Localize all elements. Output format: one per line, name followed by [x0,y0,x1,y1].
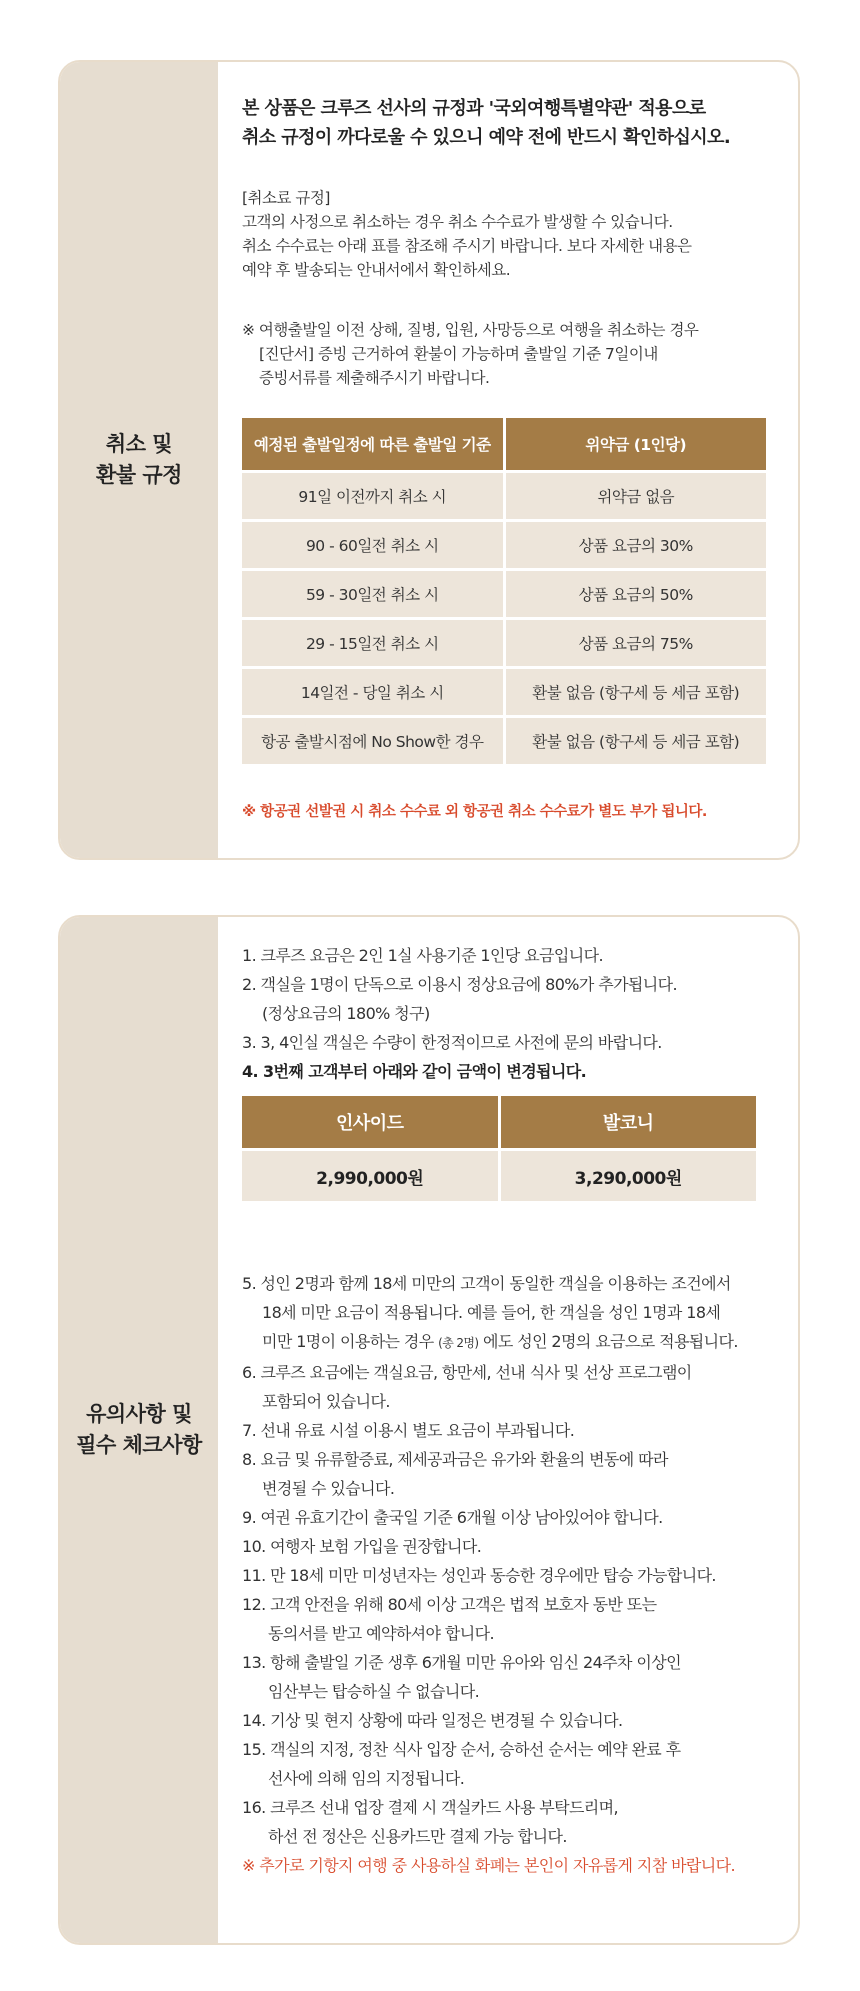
table-cell: 29 - 15일전 취소 시 [242,620,503,666]
special-line: [진단서] 증빙 근거하여 환불이 가능하며 출발일 기준 7일이내 [259,345,658,363]
table-cell: 상품 요금의 50% [506,571,767,617]
section-content [242,917,772,1943]
list-item-continuation [242,1327,772,1358]
currency-note: ※ 추가로 기항지 여행 중 사용하실 화폐는 본인이 자유롭게 지참 바랍니다. [242,1856,735,1875]
table-cell: 14일전 - 당일 취소 시 [242,669,503,715]
section-title: 유의사항 및 필수 체크사항 [76,1402,202,1457]
list-text: 에도 성인 2명의 요금으로 적용됩니다. [483,1332,738,1351]
special-line: ※ 여행출발일 이전 상해, 질병, 입원, 사망등으로 여행을 취소하는 경우 [242,321,699,339]
notice-list-bottom [242,1269,772,1880]
table-header-row [242,418,766,470]
table-cell: 2,990,000원 [242,1151,498,1201]
section-side-panel [60,62,218,858]
list-item-continuation: 임산부는 탑승하실 수 없습니다. [268,1682,480,1701]
table-cell: 91일 이전까지 취소 시 [242,473,503,519]
fee-line: 예약 후 발송되는 안내서에서 확인하세요. [242,261,511,279]
list-item: 1. 크루즈 요금은 2인 1실 사용기준 1인당 요금입니다. [242,946,603,965]
cancellation-policy-section [58,60,800,860]
table-header: 예정된 출발일정에 따른 출발일 기준 [242,418,503,470]
list-item-continuation: 하선 전 정산은 신용카드만 결제 가능 합니다. [268,1827,567,1846]
list-item-continuation: 18세 미만 요금이 적용됩니다. 예를 들어, 한 객실을 성인 1명과 18세 [262,1303,721,1322]
fee-heading: [취소료 규정] [242,189,330,207]
list-item: 3. 3, 4인실 객실은 수량이 한정적이므로 사전에 문의 바랍니다. [242,1033,662,1052]
table-cell: 환불 없음 (항구세 등 세금 포함) [506,718,767,764]
headline-line: 본 상품은 크루즈 선사의 규정과 '국외여행특별약관' 적용으로 [242,98,706,119]
list-item: 9. 여권 유효기간이 출국일 기준 6개월 이상 남아있어야 합니다. [242,1508,663,1527]
list-item: 2. 객실을 1명이 단독으로 이용시 정상요금에 80%가 추가됩니다. [242,975,677,994]
notices-checklist-section [58,915,800,1945]
table-row [242,620,766,666]
price-table [242,1093,762,1204]
list-item: 4. 3번째 고객부터 아래와 같이 금액이 변경됩니다. [242,1062,587,1081]
table-row [242,1151,756,1201]
headline [242,94,772,152]
table-row [242,522,766,568]
fee-line: 고객의 사정으로 취소하는 경우 취소 수수료가 발생할 수 있습니다. [242,213,673,231]
table-row [242,473,766,519]
table-header: 발코니 [501,1096,757,1148]
count-note: (총 2명) [438,1336,479,1350]
special-line: 증빙서류를 제출해주시기 바랍니다. [259,369,490,387]
table-cell: 90 - 60일전 취소 시 [242,522,503,568]
notice-list-top [242,941,772,1086]
table-cell: 항공 출발시점에 No Show한 경우 [242,718,503,764]
table-cell: 59 - 30일전 취소 시 [242,571,503,617]
list-item: 8. 요금 및 유류할증료, 제세공과금은 유가와 환율의 변동에 따라 [242,1450,668,1469]
list-item-continuation: 변경될 수 있습니다. [262,1479,395,1498]
cancellation-fee-table [242,415,772,767]
list-item-continuation: (정상요금의 180% 청구) [262,1004,430,1023]
fee-rules [242,186,772,282]
table-row [242,718,766,764]
airline-fee-note: ※ 항공권 선발권 시 취소 수수료 외 항공권 취소 수수료가 별도 부가 됩니다. [242,804,707,820]
list-item: 12. 고객 안전을 위해 80세 이상 고객은 법적 보호자 동반 또는 [242,1595,657,1614]
list-item-continuation: 동의서를 받고 예약하셔야 합니다. [268,1624,494,1643]
special-note [242,318,772,390]
list-item-continuation: 선사에 의해 임의 지정됩니다. [268,1769,465,1788]
table-cell: 3,290,000원 [501,1151,757,1201]
table-row [242,571,766,617]
section-content [242,62,772,858]
list-text: 미만 1명이 이용하는 경우 [262,1332,434,1351]
section-title: 취소 및 환불 규정 [96,432,182,487]
table-header: 인사이드 [242,1096,498,1148]
table-row [242,669,766,715]
list-item: 16. 크루즈 선내 업장 결제 시 객실카드 사용 부탁드리며, [242,1798,618,1817]
section-side-panel [60,917,218,1943]
fee-line: 취소 수수료는 아래 표를 참조해 주시기 바랍니다. 보다 자세한 내용은 [242,237,692,255]
table-cell: 환불 없음 (항구세 등 세금 포함) [506,669,767,715]
list-item: 5. 성인 2명과 함께 18세 미만의 고객이 동일한 객실을 이용하는 조건에서 [242,1274,731,1293]
table-cell: 상품 요금의 75% [506,620,767,666]
list-item: 6. 크루즈 요금에는 객실요금, 항만세, 선내 식사 및 선상 프로그램이 [242,1363,692,1382]
list-item: 13. 항해 출발일 기준 생후 6개월 미만 유아와 임신 24주차 이상인 [242,1653,681,1672]
list-item: 7. 선내 유료 시설 이용시 별도 요금이 부과됩니다. [242,1421,575,1440]
table-cell: 위약금 없음 [506,473,767,519]
table-header: 위약금 (1인당) [506,418,767,470]
list-item-continuation: 포함되어 있습니다. [262,1392,390,1411]
list-item: 10. 여행자 보험 가입을 권장합니다. [242,1537,482,1556]
headline-line: 취소 규정이 까다로울 수 있으니 예약 전에 반드시 확인하십시오. [242,127,731,148]
table-header-row [242,1096,756,1148]
list-item: 14. 기상 및 현지 상황에 따라 일정은 변경될 수 있습니다. [242,1711,623,1730]
list-item: 11. 만 18세 미만 미성년자는 성인과 동승한 경우에만 탑승 가능합니다. [242,1566,716,1585]
list-item: 15. 객실의 지정, 정찬 식사 입장 순서, 승하선 순서는 예약 완료 후 [242,1740,681,1759]
table-cell: 상품 요금의 30% [506,522,767,568]
